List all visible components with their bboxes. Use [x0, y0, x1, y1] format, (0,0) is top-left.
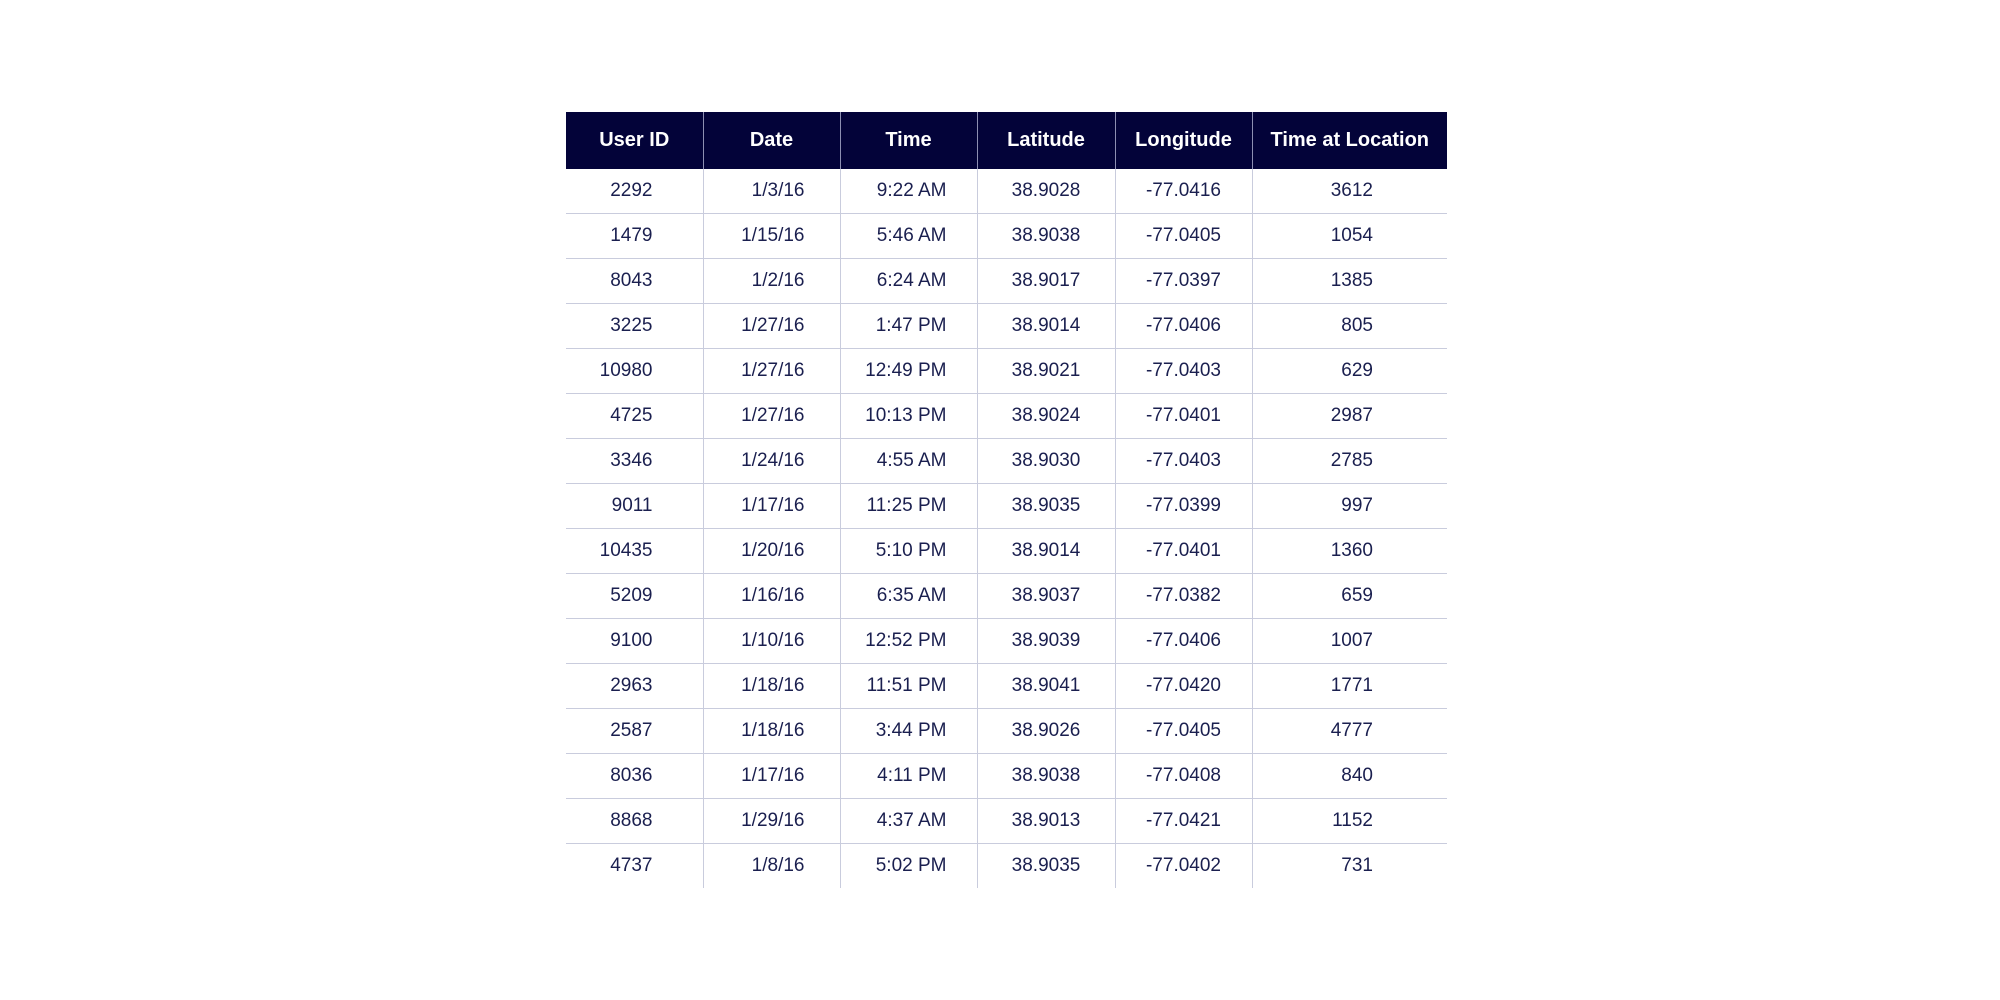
time-cell: 12:49 PM	[840, 349, 977, 394]
longitude-cell: -77.0397	[1115, 259, 1252, 304]
user-id-cell: 2963	[566, 664, 703, 709]
user-id-cell: 10435	[566, 529, 703, 574]
time-at-location-cell: 2785	[1252, 439, 1447, 484]
latitude-cell: 38.9039	[977, 619, 1115, 664]
user-id-cell: 1479	[566, 214, 703, 259]
date-cell: 1/20/16	[703, 529, 840, 574]
date-cell: 1/29/16	[703, 799, 840, 844]
date-cell: 1/15/16	[703, 214, 840, 259]
user-id-cell: 2292	[566, 169, 703, 214]
longitude-cell: -77.0406	[1115, 304, 1252, 349]
date-cell: 1/2/16	[703, 259, 840, 304]
time-at-location-cell: 2987	[1252, 394, 1447, 439]
table-row	[566, 394, 1447, 439]
latitude-cell: 38.9021	[977, 349, 1115, 394]
time-at-location-cell: 1360	[1252, 529, 1447, 574]
date-cell: 1/3/16	[703, 169, 840, 214]
longitude-cell: -77.0401	[1115, 529, 1252, 574]
time-cell: 1:47 PM	[840, 304, 977, 349]
time-at-location-cell: 805	[1252, 304, 1447, 349]
latitude-cell: 38.9014	[977, 529, 1115, 574]
longitude-cell: -77.0421	[1115, 799, 1252, 844]
table-row	[566, 169, 1447, 214]
latitude-cell: 38.9037	[977, 574, 1115, 619]
table-row	[566, 574, 1447, 619]
table-row	[566, 754, 1447, 799]
time-cell: 4:37 AM	[840, 799, 977, 844]
table-row	[566, 439, 1447, 484]
time-cell: 5:02 PM	[840, 844, 977, 889]
date-cell: 1/18/16	[703, 709, 840, 754]
user-id-cell: 10980	[566, 349, 703, 394]
time-at-location-cell: 3612	[1252, 169, 1447, 214]
latitude-cell: 38.9024	[977, 394, 1115, 439]
date-cell: 1/16/16	[703, 574, 840, 619]
table-row	[566, 529, 1447, 574]
table-body	[566, 169, 1447, 888]
table-row	[566, 619, 1447, 664]
date-cell: 1/18/16	[703, 664, 840, 709]
time-at-location-cell: 1152	[1252, 799, 1447, 844]
latitude-cell: 38.9014	[977, 304, 1115, 349]
time-cell: 9:22 AM	[840, 169, 977, 214]
time-at-location-cell: 1054	[1252, 214, 1447, 259]
longitude-cell: -77.0408	[1115, 754, 1252, 799]
header-row	[566, 112, 1447, 169]
time-cell: 11:25 PM	[840, 484, 977, 529]
longitude-cell: -77.0382	[1115, 574, 1252, 619]
header-date: Date	[703, 112, 840, 169]
header-latitude: Latitude	[977, 112, 1115, 169]
header-time-at-location: Time at Location	[1252, 112, 1447, 169]
longitude-cell: -77.0416	[1115, 169, 1252, 214]
user-id-cell: 3225	[566, 304, 703, 349]
time-cell: 3:44 PM	[840, 709, 977, 754]
table-row	[566, 349, 1447, 394]
user-id-cell: 4725	[566, 394, 703, 439]
time-cell: 6:35 AM	[840, 574, 977, 619]
latitude-cell: 38.9041	[977, 664, 1115, 709]
latitude-cell: 38.9017	[977, 259, 1115, 304]
location-data-table	[566, 112, 1447, 888]
longitude-cell: -77.0402	[1115, 844, 1252, 889]
user-id-cell: 5209	[566, 574, 703, 619]
time-at-location-cell: 731	[1252, 844, 1447, 889]
time-at-location-cell: 840	[1252, 754, 1447, 799]
time-at-location-cell: 1385	[1252, 259, 1447, 304]
latitude-cell: 38.9035	[977, 844, 1115, 889]
table-row	[566, 799, 1447, 844]
header-time: Time	[840, 112, 977, 169]
time-cell: 5:10 PM	[840, 529, 977, 574]
table-row	[566, 484, 1447, 529]
user-id-cell: 3346	[566, 439, 703, 484]
latitude-cell: 38.9026	[977, 709, 1115, 754]
latitude-cell: 38.9035	[977, 484, 1115, 529]
latitude-cell: 38.9038	[977, 754, 1115, 799]
time-at-location-cell: 1007	[1252, 619, 1447, 664]
user-id-cell: 9011	[566, 484, 703, 529]
date-cell: 1/27/16	[703, 304, 840, 349]
user-id-cell: 8043	[566, 259, 703, 304]
table-row	[566, 709, 1447, 754]
user-id-cell: 8036	[566, 754, 703, 799]
latitude-cell: 38.9038	[977, 214, 1115, 259]
latitude-cell: 38.9030	[977, 439, 1115, 484]
time-cell: 4:55 AM	[840, 439, 977, 484]
longitude-cell: -77.0403	[1115, 439, 1252, 484]
header-user-id: User ID	[566, 112, 703, 169]
time-cell: 4:11 PM	[840, 754, 977, 799]
table-row	[566, 844, 1447, 889]
time-cell: 12:52 PM	[840, 619, 977, 664]
header-longitude: Longitude	[1115, 112, 1252, 169]
user-id-cell: 4737	[566, 844, 703, 889]
table-row	[566, 214, 1447, 259]
date-cell: 1/17/16	[703, 484, 840, 529]
time-cell: 10:13 PM	[840, 394, 977, 439]
latitude-cell: 38.9013	[977, 799, 1115, 844]
user-id-cell: 2587	[566, 709, 703, 754]
longitude-cell: -77.0405	[1115, 709, 1252, 754]
time-cell: 11:51 PM	[840, 664, 977, 709]
time-at-location-cell: 4777	[1252, 709, 1447, 754]
longitude-cell: -77.0403	[1115, 349, 1252, 394]
time-at-location-cell: 659	[1252, 574, 1447, 619]
latitude-cell: 38.9028	[977, 169, 1115, 214]
user-id-cell: 9100	[566, 619, 703, 664]
table-row	[566, 664, 1447, 709]
time-cell: 6:24 AM	[840, 259, 977, 304]
date-cell: 1/27/16	[703, 394, 840, 439]
table-row	[566, 304, 1447, 349]
table-header	[566, 112, 1447, 169]
date-cell: 1/17/16	[703, 754, 840, 799]
longitude-cell: -77.0399	[1115, 484, 1252, 529]
user-id-cell: 8868	[566, 799, 703, 844]
date-cell: 1/10/16	[703, 619, 840, 664]
longitude-cell: -77.0405	[1115, 214, 1252, 259]
longitude-cell: -77.0401	[1115, 394, 1252, 439]
longitude-cell: -77.0420	[1115, 664, 1252, 709]
date-cell: 1/8/16	[703, 844, 840, 889]
data-table-container	[566, 112, 1447, 888]
longitude-cell: -77.0406	[1115, 619, 1252, 664]
time-at-location-cell: 1771	[1252, 664, 1447, 709]
time-cell: 5:46 AM	[840, 214, 977, 259]
date-cell: 1/27/16	[703, 349, 840, 394]
date-cell: 1/24/16	[703, 439, 840, 484]
time-at-location-cell: 997	[1252, 484, 1447, 529]
table-row	[566, 259, 1447, 304]
time-at-location-cell: 629	[1252, 349, 1447, 394]
